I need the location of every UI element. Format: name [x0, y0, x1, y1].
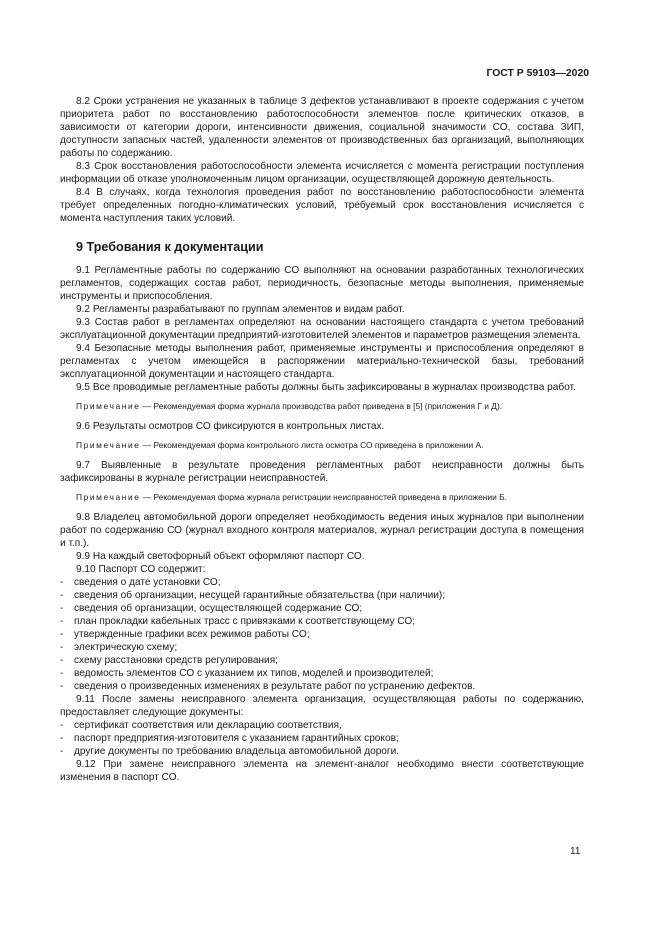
- list-item: - план прокладки кабельных трасс с привязками к соответствующему СО;: [60, 616, 416, 627]
- paragraph-9-5: 9.5 Все проводимые регламентные работы должны быть зафиксированы в журналах производства работ.: [76, 382, 576, 393]
- paragraph-8-3: 8.3 Срок восстановления работоспособности элемента исчисляется с момента регистрации поступления информации об отказе уполномоченным лицом организации, осуществляющей дорожную деятельность.: [60, 161, 584, 185]
- note-text: — Рекомендуемая форма журнала регистрации неисправностей приведена в приложении Б.: [140, 492, 507, 502]
- paragraph-9-8: 9.8 Владелец автомобильной дороги определяет необходимость ведения иных журналов при выполнении работ по содержанию СО (журнал входного контроля материалов, журнал регистрации доступа в помещения и т.п.).: [60, 512, 584, 549]
- note: [60, 440, 584, 451]
- note: [60, 401, 584, 412]
- page-number: 11: [570, 846, 581, 857]
- dash-marker: -: [60, 720, 64, 731]
- dash-marker: -: [60, 681, 64, 692]
- dash-marker: -: [60, 603, 64, 614]
- list-item: - сведения об организации, осуществляющей содержание СО;: [60, 603, 363, 614]
- paragraph-9-11: 9.11 После замены неисправного элемента организация, осуществляющая работы по содержанию, предоставляет следующие документы:: [60, 694, 584, 718]
- paragraph-9-1: 9.1 Регламентные работы по содержанию СО выполняют на основании разработанных технологических регламентов, содержащих состав работ, периодичность, безопасные методы выполнения, применяемые инструменты и приспособления.: [60, 265, 584, 302]
- list-item: - ведомость элементов СО с указанием их типов, моделей и производителей;: [60, 668, 434, 679]
- list-item: - сведения об организации, несущей гарантийные обязательства (при наличии);: [60, 590, 446, 601]
- dash-marker: -: [60, 629, 64, 640]
- dash-marker: -: [60, 668, 64, 679]
- dash-marker: -: [60, 746, 64, 757]
- note-label: Примечание: [76, 440, 141, 450]
- dash-marker: -: [60, 616, 64, 627]
- paragraph-8-2: 8.2 Сроки устранения не указанных в таблице 3 дефектов устанавливают в проекте содержания с учетом приоритета работ по восстановлению работоспособности элементов после критических отказов, в зависимости от категории дороги, интенсивности движения, социальной значимости СО, состава ЗИП, доступности запасных частей, удаленности элементов от производственных баз организаций, выполняющих работы по содержанию.: [60, 96, 584, 159]
- paragraph-9-6: 9.6 Результаты осмотров СО фиксируются в контрольных листах.: [76, 421, 385, 432]
- note-label: Примечание: [76, 492, 141, 502]
- note-text: — Рекомендуемая форма журнала производства работ приведена в [5] (приложения Г и Д).: [140, 401, 503, 411]
- note-text: — Рекомендуемая форма контрольного листа осмотра СО приведена в приложении А.: [140, 440, 484, 450]
- paragraph-9-12: 9.12 При замене неисправного элемента на элемент-аналог необходимо внести соответствующие изменения в паспорт СО.: [60, 759, 584, 783]
- list-item: - сертификат соответствия или декларацию соответствия,: [60, 720, 342, 731]
- list-item: - другие документы по требованию владельца автомобильной дороги.: [60, 746, 400, 757]
- dash-marker: -: [60, 642, 64, 653]
- dash-marker: -: [60, 655, 64, 666]
- paragraph-9-3: 9.3 Состав работ в регламентах определяют на основании настоящего стандарта с учетом требований эксплуатационной документации предприятий-изготовителей элементов и параметров размещения элемента.: [60, 317, 584, 341]
- list-item: - сведения о произведенных изменениях в результате работ по устранению дефектов.: [60, 681, 476, 692]
- paragraph-9-7: 9.7 Выявленные в результате проведения регламентных работ неисправности должны быть зафиксированы в журнале регистрации неисправностей.: [60, 460, 584, 484]
- section-heading: 9 Требования к документации: [76, 240, 264, 254]
- list-item: - утвержденные графики всех режимов работы СО;: [60, 629, 310, 640]
- paragraph-9-9: 9.9 На каждый светофорный объект оформляют паспорт СО.: [76, 551, 365, 562]
- paragraph-9-4: 9.4 Безопасные методы выполнения работ, применяемые инструменты и приспособления определяют в регламентах с учетом имеющейся в распоряжении материально-технической базы, требований эксплуатационной документации и настоящего стандарта.: [60, 343, 584, 380]
- list-item: - электрическую схему;: [60, 642, 178, 653]
- dash-marker: -: [60, 577, 64, 588]
- page-content: [60, 95, 584, 784]
- list-item: - сведения о дате установки СО;: [60, 577, 221, 588]
- list-item: - схему расстановки средств регулирования;: [60, 655, 278, 666]
- paragraph-9-2: 9.2 Регламенты разрабатывают по группам элементов и видам работ.: [76, 304, 405, 315]
- paragraph-8-4: 8.4 В случаях, когда технология проведения работ по восстановлению работоспособности элемента требует определенных погодно-климатических условий, требуемый срок восстановления исчисляется с момента наступления таких условий.: [60, 187, 584, 224]
- list-item: - паспорт предприятия-изготовителя с указанием гарантийных сроков;: [60, 733, 399, 744]
- note-label: Примечание: [76, 401, 141, 411]
- paragraph-9-10: 9.10 Паспорт СО содержит:: [76, 564, 206, 575]
- dash-marker: -: [60, 590, 64, 601]
- standard-code: ГОСТ Р 59103—2020: [486, 68, 589, 79]
- note: [60, 492, 584, 503]
- dash-marker: -: [60, 733, 64, 744]
